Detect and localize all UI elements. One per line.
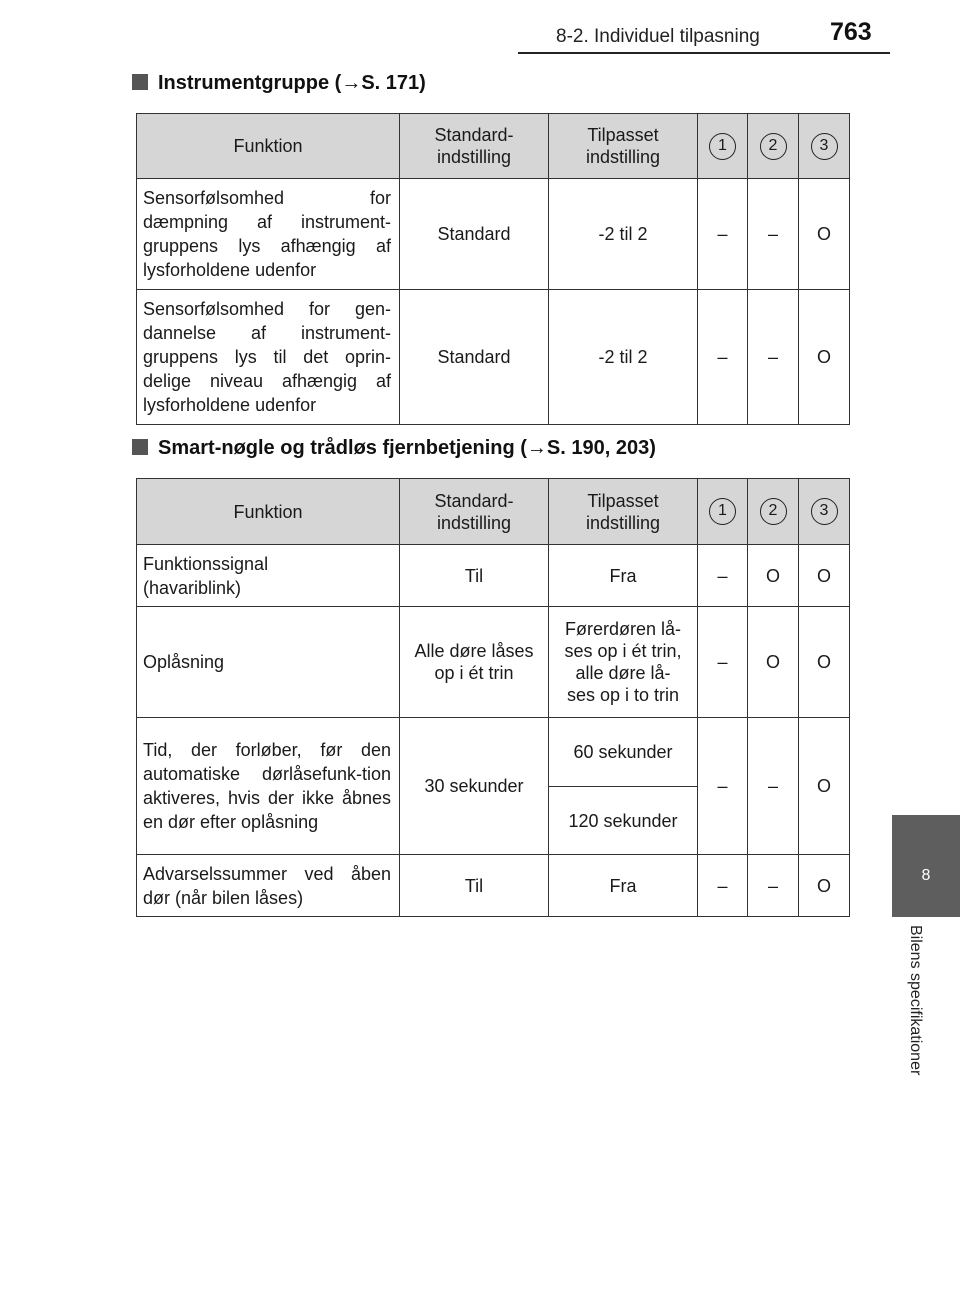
row-method-3: O [799, 607, 850, 718]
row-method-1: – [698, 179, 748, 290]
circled-1-icon: 1 [709, 498, 736, 525]
settings-table-instrumentgruppe [136, 113, 850, 425]
row-standard: Alle døre låses op i ét trin [400, 607, 549, 718]
circled-2-icon: 2 [760, 133, 787, 160]
header-section-title: 8-2. Individuel tilpasning [556, 26, 760, 47]
square-bullet-icon [132, 74, 148, 90]
col-header-custom: Tilpasset indstilling [549, 479, 698, 545]
col-header-function: Funktion [137, 114, 400, 179]
row-standard: Til [400, 855, 549, 917]
row-method-2: – [748, 290, 799, 425]
col-header-method-2 [748, 114, 799, 179]
table-row [137, 607, 850, 718]
section-heading-instrumentgruppe [132, 72, 426, 95]
row-function: Advarselssummer ved åben dør (når bilen låses) [137, 855, 400, 917]
chapter-tab [892, 815, 960, 917]
row-method-1: – [698, 290, 748, 425]
row-method-1: – [698, 855, 748, 917]
table-header-row [137, 479, 850, 545]
row-function: Sensorfølsomhed for dæmpning af instrument-gruppens lys afhængig af lysforholdene udenfor [137, 179, 400, 290]
section-heading-ref: S. 190, 203) [546, 437, 656, 459]
chapter-title: Bilens specifikationer [907, 925, 924, 1076]
row-custom: Førerdøren lå- ses op i ét trin, alle døre lå- ses op i to trin [549, 607, 698, 718]
row-method-2: O [748, 607, 799, 718]
row-method-2: – [748, 179, 799, 290]
col-header-custom: Tilpasset indstilling [549, 114, 698, 179]
row-method-3: O [799, 179, 850, 290]
row-custom-b: 120 sekunder [549, 787, 698, 855]
row-function: Sensorfølsomhed for gen-dannelse af instrument-gruppens lys til det oprin-delige niveau afhængig af lysforholdene udenfor [137, 290, 400, 425]
row-method-3: O [799, 718, 850, 855]
circled-3-icon: 3 [811, 133, 838, 160]
row-standard: 30 sekunder [400, 718, 549, 855]
circled-1-icon: 1 [709, 133, 736, 160]
table-row [137, 545, 850, 607]
row-standard: Standard [400, 290, 549, 425]
table-row [137, 718, 850, 787]
col-header-method-2 [748, 479, 799, 545]
row-function: Tid, der forløber, før den automatiske dørlåsefunk-tion aktiveres, hvis der ikke åbnes en dør efter oplåsning [137, 718, 400, 855]
table-header-row [137, 114, 850, 179]
settings-table-smart-key [136, 478, 850, 917]
col-header-function: Funktion [137, 479, 400, 545]
arrow-icon: → [526, 437, 547, 459]
row-method-3: O [799, 855, 850, 917]
row-method-1: – [698, 545, 748, 607]
col-header-standard: Standard- indstilling [400, 114, 549, 179]
row-method-1: – [698, 718, 748, 855]
section-heading-ref: S. 171) [361, 72, 426, 94]
section-heading-text: Smart-nøgle og trådløs fjernbetjening ( [158, 437, 527, 459]
table-row [137, 290, 850, 425]
row-custom: Fra [549, 855, 698, 917]
col-header-method-3 [799, 479, 850, 545]
row-method-3: O [799, 290, 850, 425]
row-method-2: O [748, 545, 799, 607]
row-custom: -2 til 2 [549, 179, 698, 290]
section-heading-text: Instrumentgruppe ( [158, 72, 342, 94]
row-method-2: – [748, 855, 799, 917]
col-header-method-1 [698, 479, 748, 545]
section-heading-smart-key [132, 437, 656, 460]
row-standard: Standard [400, 179, 549, 290]
row-custom: Fra [549, 545, 698, 607]
chapter-title-vertical [896, 925, 924, 1125]
row-method-2: – [748, 718, 799, 855]
row-function: Funktionssignal (havariblink) [137, 545, 400, 607]
row-custom: -2 til 2 [549, 290, 698, 425]
col-header-method-1 [698, 114, 748, 179]
col-header-standard: Standard- indstilling [400, 479, 549, 545]
row-custom-a: 60 sekunder [549, 718, 698, 787]
page-number: 763 [830, 18, 872, 46]
row-standard: Til [400, 545, 549, 607]
col-header-method-3 [799, 114, 850, 179]
circled-2-icon: 2 [760, 498, 787, 525]
arrow-icon: → [341, 72, 362, 94]
row-method-1: – [698, 607, 748, 718]
square-bullet-icon [132, 439, 148, 455]
table-row [137, 855, 850, 917]
row-method-3: O [799, 545, 850, 607]
row-function: Oplåsning [137, 607, 400, 718]
header-divider [518, 52, 890, 54]
chapter-number: 8 [921, 867, 931, 884]
table-row [137, 179, 850, 290]
circled-3-icon: 3 [811, 498, 838, 525]
